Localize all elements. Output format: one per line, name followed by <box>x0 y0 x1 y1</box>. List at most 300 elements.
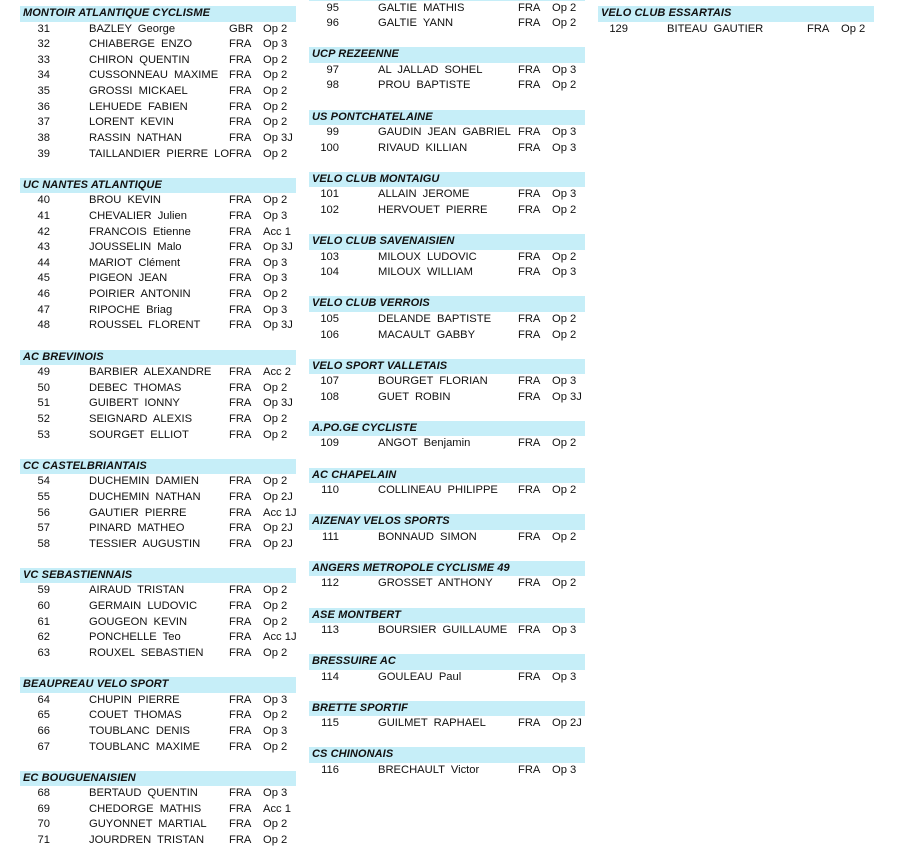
rider-nationality: FRA <box>518 126 541 139</box>
rider-nationality: FRA <box>229 787 252 800</box>
team-block <box>309 514 585 545</box>
rider-name: COLLINEAU PHILIPPE <box>378 484 498 497</box>
rider-number: 48 <box>37 319 50 332</box>
rider-row <box>20 646 296 662</box>
rider-number: 37 <box>37 116 50 129</box>
team-block <box>309 47 585 94</box>
team-block <box>309 172 585 219</box>
team-block <box>309 747 585 778</box>
rider-row <box>20 193 296 209</box>
rider-number: 104 <box>320 266 339 279</box>
rider-number: 56 <box>37 506 50 519</box>
team-name: CS CHINONAIS <box>309 747 585 763</box>
rider-nationality: FRA <box>229 647 252 659</box>
rider-nationality: FRA <box>518 250 541 263</box>
rider-row <box>20 100 296 116</box>
rider-category: Op 2 <box>552 79 577 92</box>
team-name: AC CHAPELAIN <box>309 468 585 484</box>
rider-row <box>20 599 296 615</box>
rider-nationality: FRA <box>229 834 252 847</box>
rider-number: 53 <box>37 428 50 441</box>
rider-nationality: FRA <box>229 256 252 269</box>
rider-category: Op 2 <box>552 203 577 216</box>
rider-nationality: FRA <box>229 147 252 160</box>
team-block <box>309 234 585 281</box>
rider-name: RASSIN NATHAN <box>89 131 182 144</box>
rider-nationality: FRA <box>229 584 252 597</box>
team-name: VELO SPORT VALLETAIS <box>309 359 585 375</box>
rider-number: 58 <box>37 537 50 550</box>
rider-name: GOULEAU Paul <box>378 670 462 683</box>
column-3 <box>598 6 874 53</box>
rider-number: 68 <box>37 787 50 800</box>
team-block <box>20 350 296 444</box>
rider-number: 69 <box>37 802 50 815</box>
rider-category: Op 2 <box>263 615 288 628</box>
rider-name: PONCHELLE Teo <box>89 631 181 644</box>
rider-name: HERVOUET PIERRE <box>378 203 488 216</box>
rider-number: 52 <box>37 412 50 425</box>
team-block <box>309 468 585 499</box>
rider-row <box>309 16 585 32</box>
rider-category: Op 3 <box>552 375 577 388</box>
rider-nationality: FRA <box>229 194 252 207</box>
rider-row <box>20 303 296 319</box>
rider-category: Op 2 <box>263 818 288 831</box>
rider-number: 105 <box>320 312 339 325</box>
rider-category: Op 3J <box>263 319 293 332</box>
rider-nationality: FRA <box>229 428 252 441</box>
rider-category: Op 3J <box>552 390 582 403</box>
rider-name: GROSSI MICKAEL <box>89 85 188 98</box>
rider-row <box>20 412 296 428</box>
rider-number: 50 <box>37 381 50 394</box>
rider-name: PINARD MATHEO <box>89 522 185 535</box>
rider-name: RIVAUD KILLIAN <box>378 141 468 154</box>
rider-name: JOURDREN TRISTAN <box>89 834 205 847</box>
rider-category: Op 3 <box>263 693 288 706</box>
rider-row <box>20 53 296 69</box>
rider-name: CHEDORGE MATHIS <box>89 802 202 815</box>
rider-name: PIGEON JEAN <box>89 272 168 285</box>
team-name: AC BREVINOIS <box>20 350 296 366</box>
rider-category: Op 3J <box>263 131 293 144</box>
rider-number: 115 <box>321 717 339 730</box>
rider-name: CHEVALIER Julien <box>89 209 187 222</box>
rider-number: 66 <box>37 724 50 737</box>
rider-number: 103 <box>320 250 339 263</box>
rider-number: 44 <box>37 256 50 269</box>
rider-category: Op 3 <box>263 303 288 316</box>
team-name: VELO CLUB SAVENAISIEN <box>309 234 585 250</box>
rider-name: ALLAIN JEROME <box>378 188 470 201</box>
rider-number: 51 <box>37 397 50 410</box>
rider-row <box>20 537 296 553</box>
rider-category: Op 2 <box>263 116 288 129</box>
rider-nationality: FRA <box>229 85 252 98</box>
rider-row <box>309 763 585 779</box>
rider-number: 111 <box>321 530 339 543</box>
rider-number: 63 <box>37 647 50 659</box>
rider-nationality: FRA <box>229 818 252 831</box>
rider-category: Op 2 <box>841 22 866 35</box>
rider-category: Acc 2 <box>263 366 291 379</box>
rider-row <box>20 147 296 163</box>
rider-nationality: FRA <box>518 17 541 30</box>
rider-row <box>20 474 296 490</box>
rider-nationality: FRA <box>518 624 541 637</box>
rider-name: AL JALLAD SOHEL <box>378 63 483 76</box>
rider-category: Op 2 <box>552 328 577 341</box>
rider-number: 33 <box>37 53 50 66</box>
rider-nationality: FRA <box>229 272 252 285</box>
rider-row <box>20 22 296 38</box>
rider-nationality: FRA <box>518 328 541 341</box>
rider-nationality: FRA <box>807 22 830 35</box>
team-block <box>309 654 585 685</box>
rider-name: DUCHEMIN DAMIEN <box>89 475 199 488</box>
rider-category: Op 3 <box>552 763 577 776</box>
rider-row <box>20 209 296 225</box>
rider-nationality: FRA <box>229 397 252 410</box>
rider-number: 65 <box>37 709 50 722</box>
rider-nationality: FRA <box>518 312 541 325</box>
rider-nationality: FRA <box>229 693 252 706</box>
rider-name: BONNAUD SIMON <box>378 530 477 543</box>
rider-row <box>309 530 585 546</box>
rider-category: Op 2 <box>552 577 577 590</box>
rider-nationality: FRA <box>229 740 252 753</box>
team-block <box>20 568 296 662</box>
rider-row <box>20 115 296 131</box>
team-block <box>309 359 585 406</box>
rider-name: GALTIE MATHIS <box>378 1 465 14</box>
rider-nationality: FRA <box>518 141 541 154</box>
rider-name: FRANCOIS Etienne <box>89 225 191 238</box>
rider-category: Op 2 <box>263 381 288 394</box>
rider-category: Op 3 <box>263 256 288 269</box>
rider-name: BRECHAULT Victor <box>378 763 480 776</box>
rider-nationality: FRA <box>229 381 252 394</box>
rider-category: Op 2J <box>263 537 293 550</box>
rider-nationality: FRA <box>518 188 541 201</box>
rider-nationality: FRA <box>518 79 541 92</box>
rider-name: BOURGET FLORIAN <box>378 375 488 388</box>
rider-row <box>20 506 296 522</box>
rider-category: Op 3 <box>263 272 288 285</box>
rider-category: Op 2 <box>263 288 288 301</box>
team-name: VC SEBASTIENNAIS <box>20 568 296 584</box>
rider-row <box>309 1 585 17</box>
rider-name: BAZLEY George <box>89 22 176 35</box>
rider-category: Op 3J <box>263 241 293 254</box>
rider-category: Acc 1J <box>263 631 297 644</box>
rider-number: 32 <box>37 38 50 51</box>
rider-name: ROUXEL SEBASTIEN <box>89 647 204 659</box>
rider-category: Op 3 <box>552 188 577 201</box>
rider-row <box>309 716 585 732</box>
team-block <box>309 0 585 32</box>
rider-number: 102 <box>320 203 339 216</box>
rider-number: 106 <box>320 328 339 341</box>
rider-category: Op 2 <box>263 834 288 847</box>
rider-name: GAUDIN JEAN GABRIEL <box>378 126 511 139</box>
rider-nationality: FRA <box>229 100 252 113</box>
rider-nationality: FRA <box>518 484 541 497</box>
team-name: EC BOUGUENAISIEN <box>20 771 296 787</box>
rider-number: 71 <box>37 834 50 847</box>
rider-name: DEBEC THOMAS <box>89 381 182 394</box>
team-name: MONTOIR ATLANTIQUE CYCLISME <box>20 6 296 22</box>
rider-row <box>309 312 585 328</box>
rider-category: Op 3 <box>552 266 577 279</box>
rider-number: 46 <box>37 288 50 301</box>
rider-category: Acc 1J <box>263 506 297 519</box>
rider-category: Op 2 <box>263 428 288 441</box>
rider-name: AIRAUD TRISTAN <box>89 584 185 597</box>
rider-number: 129 <box>609 22 628 35</box>
rider-nationality: FRA <box>229 38 252 51</box>
rider-name: BROU KEVIN <box>89 194 162 207</box>
rider-row <box>309 623 585 639</box>
team-name: BEAUPREAU VELO SPORT <box>20 677 296 693</box>
rider-name: GALTIE YANN <box>378 17 454 30</box>
rider-nationality: FRA <box>229 303 252 316</box>
rider-row <box>20 318 296 334</box>
team-block <box>309 296 585 343</box>
rider-nationality: FRA <box>518 670 541 683</box>
rider-category: Op 2 <box>263 709 288 722</box>
rider-nationality: FRA <box>229 522 252 535</box>
rider-nationality: FRA <box>229 631 252 644</box>
rider-number: 113 <box>321 624 339 637</box>
team-name: UC NANTES ATLANTIQUE <box>20 178 296 194</box>
rider-row <box>20 802 296 818</box>
rider-category: Op 2J <box>263 522 293 535</box>
column-1 <box>20 6 296 864</box>
rider-row <box>20 786 296 802</box>
rider-number: 110 <box>321 484 339 497</box>
rider-number: 35 <box>37 85 50 98</box>
team-block <box>309 701 585 732</box>
rider-category: Op 2 <box>263 100 288 113</box>
rider-row <box>309 265 585 281</box>
rider-number: 67 <box>37 740 50 753</box>
rider-number: 101 <box>320 188 339 201</box>
rider-row <box>20 693 296 709</box>
rider-name: TESSIER AUGUSTIN <box>89 537 201 550</box>
rider-number: 49 <box>37 366 50 379</box>
rider-number: 109 <box>320 437 339 450</box>
rider-row <box>20 630 296 646</box>
rider-number: 47 <box>37 303 50 316</box>
rider-row <box>20 271 296 287</box>
rider-name: ROUSSEL FLORENT <box>89 319 201 332</box>
rider-row <box>309 576 585 592</box>
rider-category: Op 2 <box>263 475 288 488</box>
rider-row <box>20 287 296 303</box>
rider-row <box>20 490 296 506</box>
rider-nationality: FRA <box>518 530 541 543</box>
rider-nationality: FRA <box>229 53 252 66</box>
rider-number: 108 <box>320 390 339 403</box>
rider-name: LEHUEDE FABIEN <box>89 100 188 113</box>
rider-number: 41 <box>37 209 50 222</box>
team-name: VELO CLUB VERROIS <box>309 296 585 312</box>
rider-name: CHIRON QUENTIN <box>89 53 190 66</box>
rider-number: 45 <box>37 272 50 285</box>
rider-name: GOUGEON KEVIN <box>89 615 188 628</box>
team-block <box>309 110 585 157</box>
rider-name: GUIBERT IONNY <box>89 397 180 410</box>
rider-row <box>309 328 585 344</box>
rider-name: JOUSSELIN Malo <box>89 241 182 254</box>
rider-name: CHIABERGE ENZO <box>89 38 193 51</box>
rider-category: Op 2 <box>552 437 577 450</box>
rider-category: Op 3 <box>263 38 288 51</box>
rider-number: 61 <box>37 615 50 628</box>
rider-number: 62 <box>37 631 50 644</box>
rider-number: 39 <box>37 147 50 160</box>
rider-number: 36 <box>37 100 50 113</box>
rider-nationality: FRA <box>229 537 252 550</box>
rider-row <box>20 521 296 537</box>
rider-row <box>309 374 585 390</box>
rider-number: 97 <box>326 63 339 76</box>
rider-nationality: FRA <box>518 266 541 279</box>
rider-name: LORENT KEVIN <box>89 116 174 129</box>
rider-category: Op 2 <box>552 17 577 30</box>
rider-name: CUSSONNEAU MAXIME <box>89 69 219 82</box>
rider-category: Op 2 <box>263 647 288 659</box>
rider-category: Op 2 <box>552 312 577 325</box>
rider-row <box>309 125 585 141</box>
rider-nationality: FRA <box>229 506 252 519</box>
rider-category: Op 3 <box>263 787 288 800</box>
team-name: ANGERS METROPOLE CYCLISME 49 <box>309 561 585 577</box>
rider-nationality: FRA <box>229 600 252 613</box>
rider-number: 100 <box>320 141 339 154</box>
rider-nationality: FRA <box>518 375 541 388</box>
rider-name: BOURSIER GUILLAUME <box>378 624 508 637</box>
rider-name: TOUBLANC DENIS <box>89 724 191 737</box>
rider-row <box>20 708 296 724</box>
rider-category: Op 2J <box>552 717 582 730</box>
rider-number: 43 <box>37 241 50 254</box>
rider-number: 64 <box>37 693 50 706</box>
rider-nationality: FRA <box>518 390 541 403</box>
rider-category: Op 2 <box>552 530 577 543</box>
rider-category: Op 2 <box>552 250 577 263</box>
rider-category: Op 2 <box>263 69 288 82</box>
rider-category: Op 2 <box>263 740 288 753</box>
team-name: UCP REZEENNE <box>309 47 585 63</box>
rider-row <box>20 740 296 756</box>
rider-name: GUET ROBIN <box>378 390 451 403</box>
rider-nationality: FRA <box>229 288 252 301</box>
rider-row <box>20 84 296 100</box>
rider-number: 96 <box>326 17 339 30</box>
rider-name: TOUBLANC MAXIME <box>89 740 200 753</box>
rider-nationality: FRA <box>518 63 541 76</box>
rider-name: SEIGNARD ALEXIS <box>89 412 193 425</box>
rider-nationality: FRA <box>229 69 252 82</box>
rider-name: PROU BAPTISTE <box>378 79 471 92</box>
rider-name: DELANDE BAPTISTE <box>378 312 492 325</box>
rider-number: 42 <box>37 225 50 238</box>
rider-row <box>20 256 296 272</box>
rider-nationality: FRA <box>229 490 252 503</box>
rider-category: Op 2 <box>263 194 288 207</box>
rider-nationality: FRA <box>229 116 252 129</box>
team-name: AIZENAY VELOS SPORTS <box>309 514 585 530</box>
rider-number: 55 <box>37 490 50 503</box>
team-name: VELO CLUB MONTAIGU <box>309 172 585 188</box>
team-block <box>20 771 296 849</box>
rider-number: 116 <box>321 763 339 776</box>
rider-row <box>309 436 585 452</box>
rider-row <box>309 63 585 79</box>
team-name: BRESSUIRE AC <box>309 654 585 670</box>
rider-category: Op 3 <box>263 209 288 222</box>
rider-name: MILOUX WILLIAM <box>378 266 474 279</box>
rider-number: 34 <box>37 69 50 82</box>
rider-category: Op 2 <box>552 1 577 14</box>
rider-category: Op 3 <box>552 670 577 683</box>
team-name: CC CASTELBRIANTAIS <box>20 459 296 475</box>
rider-number: 95 <box>326 1 339 14</box>
rider-nationality: FRA <box>229 225 252 238</box>
rider-name: MILOUX LUDOVIC <box>378 250 477 263</box>
rider-name: BARBIER ALEXANDRE <box>89 366 212 379</box>
rider-number: 70 <box>37 818 50 831</box>
rider-row <box>20 833 296 849</box>
rider-category: Op 2J <box>263 490 293 503</box>
rider-row <box>20 131 296 147</box>
rider-number: 99 <box>326 126 339 139</box>
team-name: ASE MONTBERT <box>309 608 585 624</box>
team-name: US PONTCHATELAINE <box>309 110 585 126</box>
rider-number: 54 <box>37 475 50 488</box>
rider-row <box>309 187 585 203</box>
team-name: A.PO.GE CYCLISTE <box>309 421 585 437</box>
rider-name: ANGOT Benjamin <box>378 437 471 450</box>
rider-category: Op 2 <box>263 147 288 160</box>
rider-name: MARIOT Clément <box>89 256 181 269</box>
rider-name: BERTAUD QUENTIN <box>89 787 198 800</box>
rider-name: TAILLANDIER PIERRE LO <box>89 147 229 160</box>
rider-name: RIPOCHE Briag <box>89 303 173 316</box>
rider-category: Op 2 <box>263 53 288 66</box>
rider-category: Op 2 <box>552 484 577 497</box>
team-block <box>20 677 296 755</box>
rider-category: Op 2 <box>263 600 288 613</box>
rider-number: 59 <box>37 584 50 597</box>
team-block <box>309 421 585 452</box>
rider-row <box>20 396 296 412</box>
rider-category: Op 3 <box>552 141 577 154</box>
rider-name: GERMAIN LUDOVIC <box>89 600 198 613</box>
rider-row <box>309 250 585 266</box>
rider-nationality: FRA <box>518 1 541 14</box>
rider-category: Acc 1 <box>263 802 291 815</box>
rider-nationality: FRA <box>229 475 252 488</box>
rider-category: Acc 1 <box>263 225 291 238</box>
rider-row <box>20 381 296 397</box>
team-block <box>598 6 874 37</box>
rider-nationality: FRA <box>229 366 252 379</box>
rider-row <box>20 615 296 631</box>
